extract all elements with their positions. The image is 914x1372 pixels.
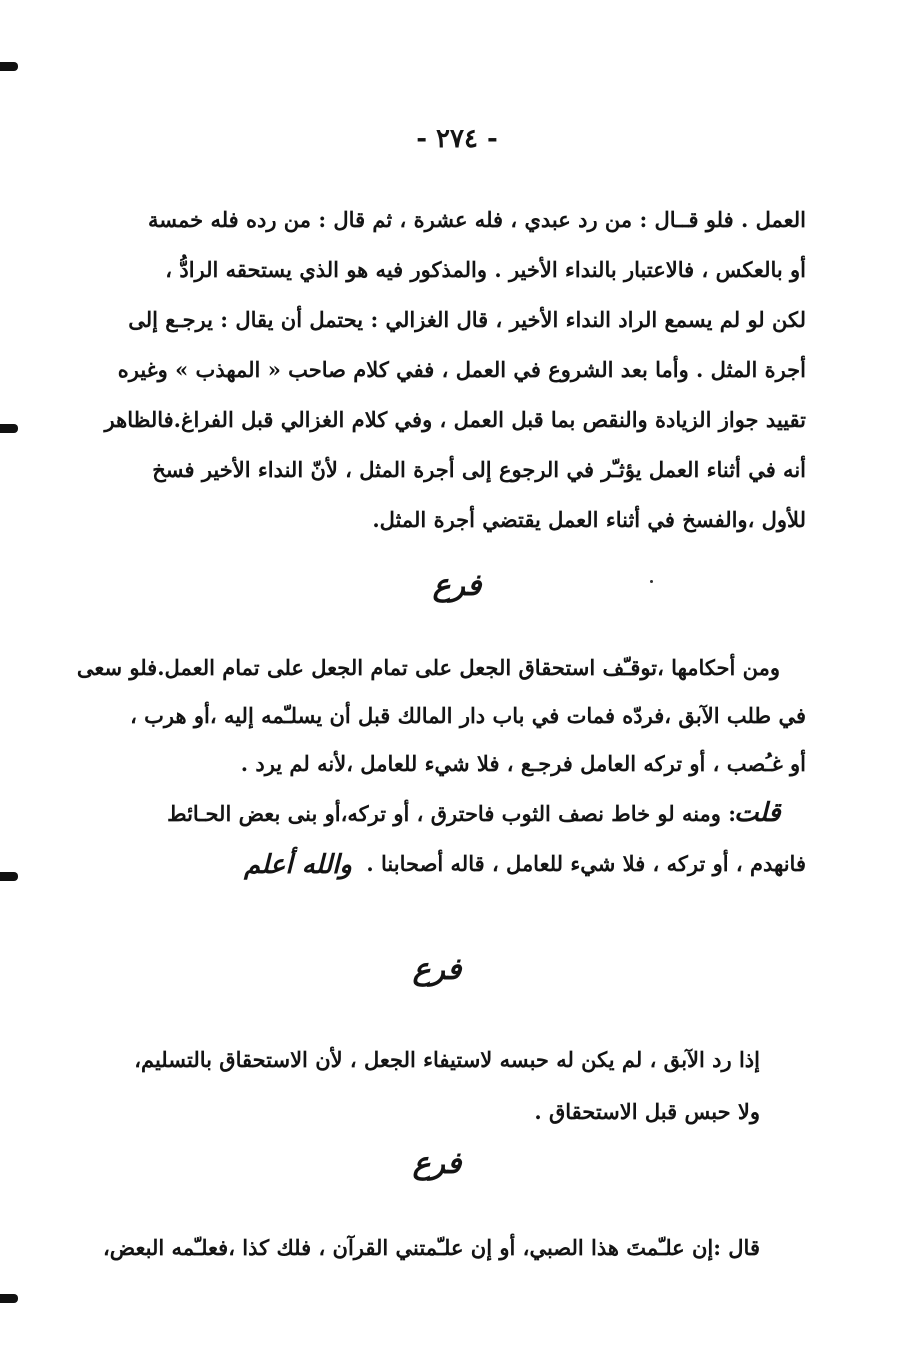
section-heading: فرع xyxy=(412,1146,462,1181)
text-line: العمل . فلو قــال : من رد عبدي ، فله عشرة ، ثم قال : من رده فله خمسة xyxy=(148,207,806,232)
text-line: فانهدم ، أو تركه ، فلا شيء للعامل ، قاله أصحابنا . xyxy=(366,851,806,876)
paragraph-1 xyxy=(76,200,806,532)
text-line: ولا حبس قبل الاستحقاق . xyxy=(534,1099,760,1124)
qult-marker: قلت xyxy=(734,798,781,828)
paragraph-4 xyxy=(60,1228,760,1278)
text-line: قال :إن علـّمتَ هذا الصبي، أو إن علـّمتني القرآن ، فلك كذا ،فعلـّمه البعض، xyxy=(103,1235,760,1260)
text-line: تقييد جواز الزيادة والنقص بما قبل العمل ، وفي كلام الغزالي قبل الفراغ.فالظاهر xyxy=(104,407,806,432)
stray-dot xyxy=(650,580,653,583)
section-heading: فرع xyxy=(412,952,462,987)
text-line: أو بالعكس ، فالاعتبار بالنداء الأخير . والمذكور فيه هو الذي يستحقه الرادُّ ، xyxy=(165,257,806,282)
section-heading: فرع xyxy=(432,568,482,603)
text-line: : ومنه لو خاط نصف الثوب فاحترق ، أو تركه،أو بنى بعض الحـائط xyxy=(167,801,736,826)
page-number: - ٢٧٤ - xyxy=(416,124,498,154)
paragraph-2 xyxy=(76,648,806,888)
margin-mark xyxy=(0,1294,18,1303)
margin-mark xyxy=(0,62,18,71)
text-line: ومن أحكامها ،توقـّف استحقاق الجعل على تمام الجعل على تمام العمل.فلو سعى xyxy=(76,655,780,680)
paragraph-3 xyxy=(60,1040,760,1140)
text-line: إذا رد الآبق ، لم يكن له حبسه لاستيفاء الجعل ، لأن الاستحقاق بالتسليم، xyxy=(134,1047,760,1072)
text-line: في طلب الآبق ،فردّه فمات في باب دار المالك قبل أن يسلـّمه إليه ،أو هرب ، xyxy=(130,703,806,728)
margin-mark xyxy=(0,872,18,881)
margin-mark xyxy=(0,424,18,433)
text-line: أنه في أثناء العمل يؤثـّر في الرجوع إلى أجرة المثل ، لأنّ النداء الأخير فسخ xyxy=(152,457,806,482)
text-line: للأول ،والفسخ في أثناء العمل يقتضي أجرة المثل. xyxy=(372,507,806,532)
text-line: لكن لو لم يسمع الراد النداء الأخير ، قال الغزالي : يحتمل أن يقال : يرجـع إلى xyxy=(128,307,806,332)
text-line: أو غـُصب ، أو تركه العامل فرجـع ، فلا شيء للعامل ،لأنه لم يرد . xyxy=(240,751,806,776)
text-line: أجرة المثل . وأما بعد الشروع في العمل ، ففي كلام صاحب « المهذب » وغيره xyxy=(117,357,806,382)
closing-formula: والله أعلم xyxy=(244,850,352,880)
